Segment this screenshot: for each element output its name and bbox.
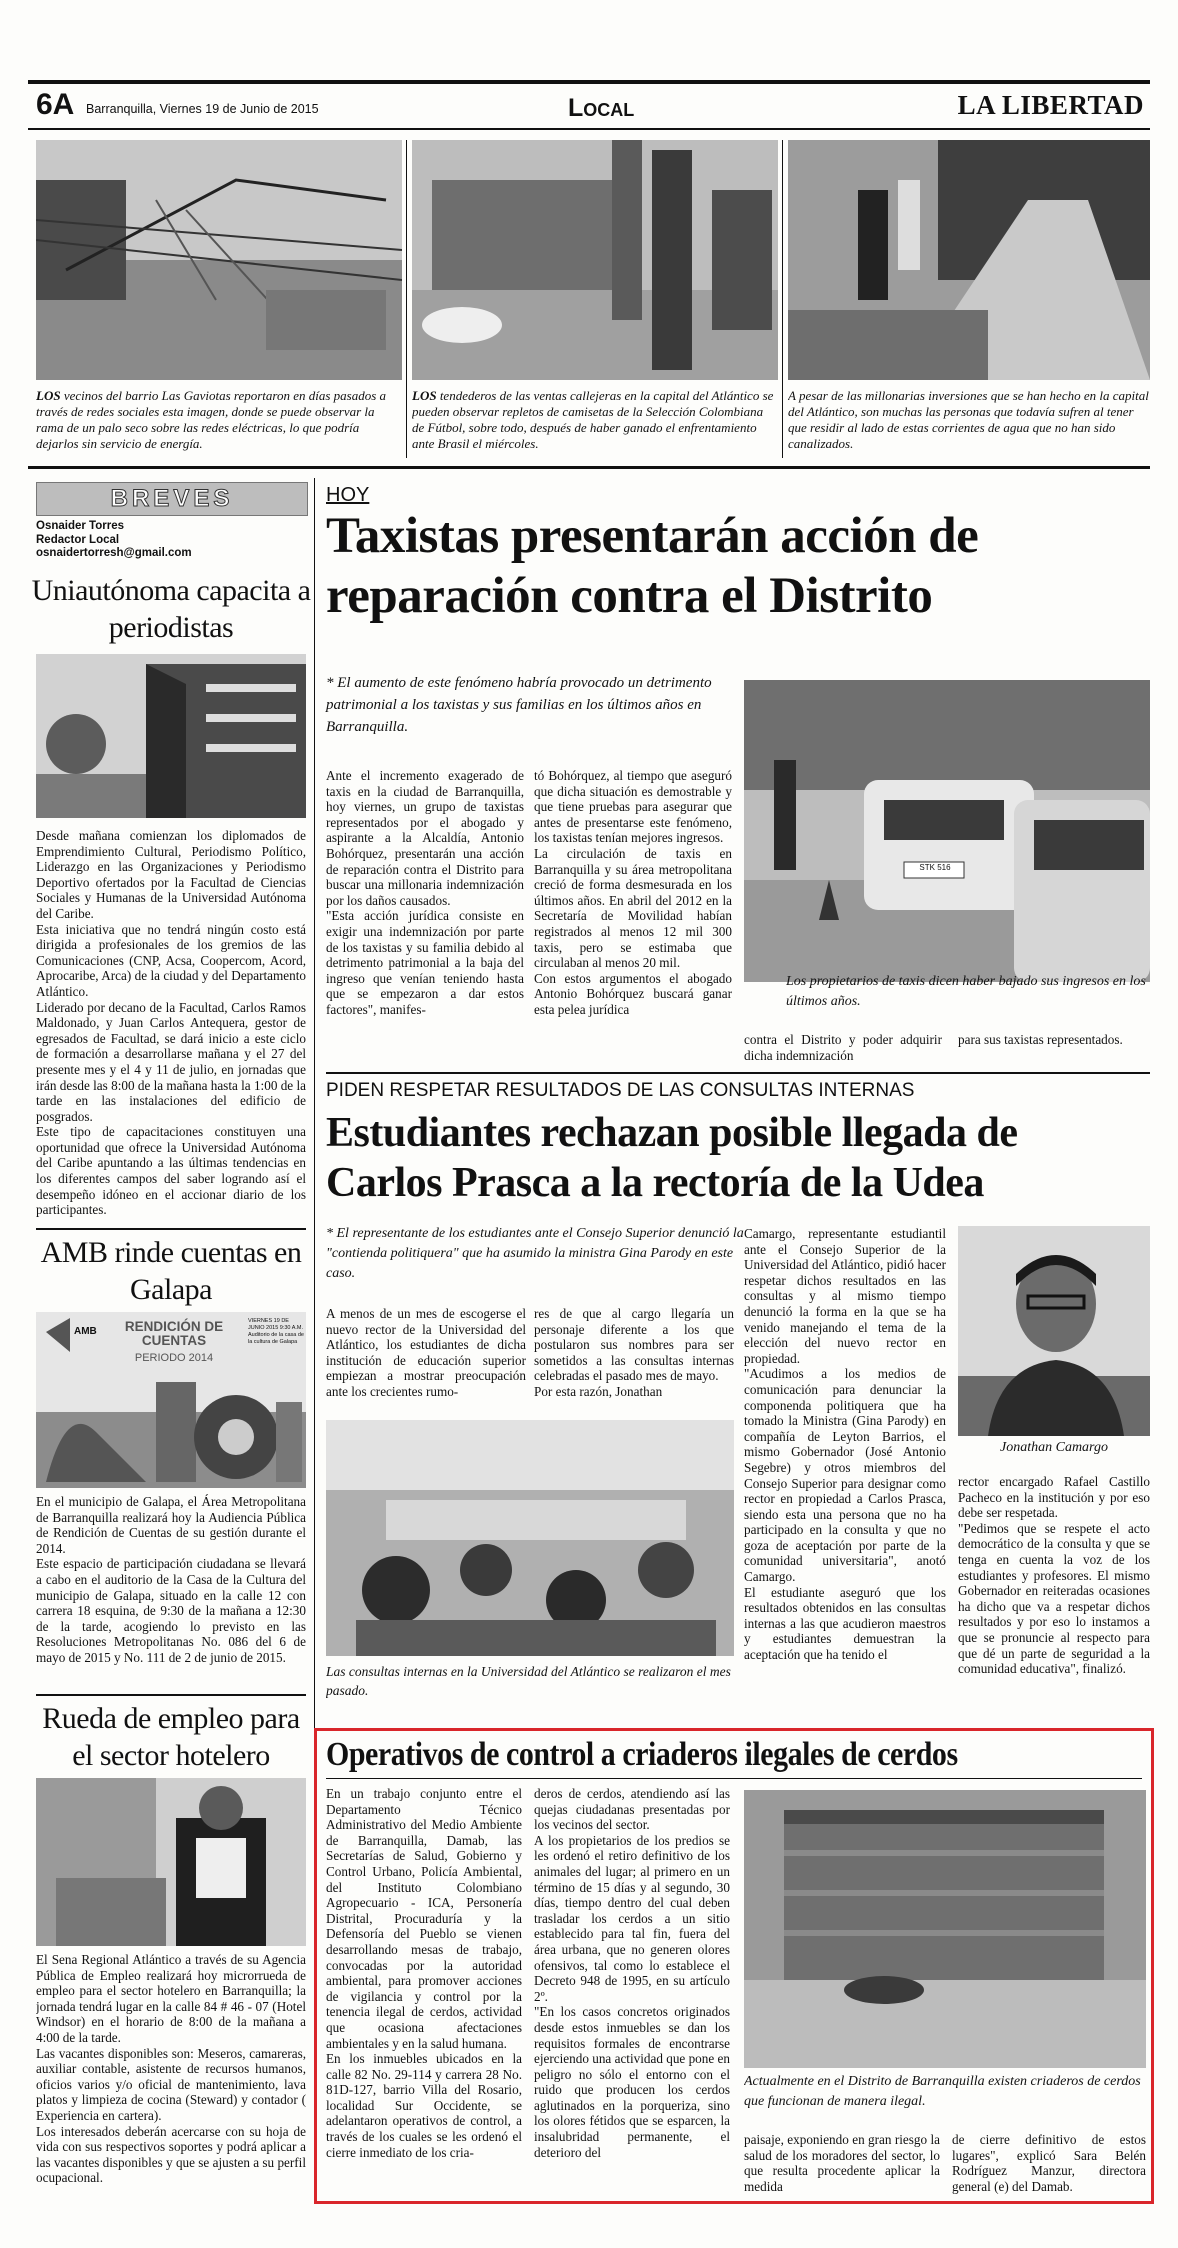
story1-col1: Ante el incremento exagerado de taxis en la ciudad de Barranquilla, hoy viernes, un grupo de taxistas representados por el abogado y aspirante a la Alcaldía, Antonio Bohórquez, presentarán una acción de reparación contra el Distrito para buscar una millonaria indemnización por los daños causados. "Esta acción jurídica consiste en exigir una indemnización por parte de los taxistas y su familia debido al detrimento patrimonial a la baja del ingreso que venían teniendo hasta que se empezaron a dar estos factores", manifes- bbox=[326, 768, 524, 1017]
paragraph: El Sena Regional Atlántico a través de su Agencia Pública de Empleo realizará hoy microrrueda de empleo para el sector hotelero en Barranquilla; la jornada tendrá lugar en la calle 84 # 46 - 07 (Hotel Windsor) en el horario de 8:00 de la mañana a 4:00 de la tarde. bbox=[36, 1952, 306, 2045]
photo-las-gaviotas bbox=[36, 140, 402, 380]
photo-jonathan-camargo bbox=[958, 1226, 1150, 1436]
section-rule bbox=[28, 466, 1150, 469]
brief-headline-rueda-empleo: Rueda de empleo para el sector hotelero bbox=[42, 1702, 300, 1772]
byline-name: Osnaider Torres bbox=[36, 520, 124, 532]
brief-body-rueda-empleo bbox=[36, 1952, 306, 2196]
headline-rule bbox=[326, 1778, 1142, 1779]
caption-las-gaviotas: LOS vecinos del barrio Las Gaviotas reportaron en días pasados a través de redes sociales esta imagen, donde se puede observar la rama de un palo seco sobre las redes eléctricas, lo que podría dejarlos sin servicio de energía. bbox=[36, 388, 387, 451]
story1-col4: para sus taxistas representados. bbox=[958, 1032, 1123, 1047]
story3-col2: deros de cerdos, atendiendo así las quejas ciudadanas presentadas por los vecinos del sector. A los propietarios de los predios se les ordenó el retiro definitivo de los animales del lugar; al primero en un término de 15 días y al segundo, 30 días, tiempo dentro del cual deben trasladar los cerdos a un sitio establecido para tal fin, fuera del área urbana, que no generen olores ofensivos, tal como lo establece el Decreto 948 de 1995, en su artículo 2º. "En los casos concretos originados desde estos inmuebles se dan los requisitos formales de encontrarse ejerciendo una actividad que pone en peligro no sólo el entorno con el ruido que producen los cerdos aglutinados en la porqueriza, sino los olores fétidos que se esparcen, la insalubridad permanente, el deterioro del bbox=[534, 1786, 730, 2160]
section-title: Local bbox=[568, 94, 635, 122]
brief-headline-amb: AMB rinde cuentas en Galapa bbox=[40, 1236, 302, 1306]
brief-body-amb bbox=[36, 1494, 306, 1690]
story1-photo-caption: Los propietarios de taxis dicen haber bajado sus ingresos en los últimos años. bbox=[786, 974, 1146, 1009]
photo-hotel-waiter bbox=[36, 1778, 306, 1946]
paragraph: Esta iniciativa que no tendrá ningún costo está dirigida a profesionales de los gremios de las Comunicaciones (CNP, Acsa, Coopercom, Acord, Aprocaribe, Arca) de la ciudad y del Departamento Atlántico. bbox=[36, 921, 306, 999]
portrait-caption: Jonathan Camargo bbox=[1000, 1440, 1108, 1455]
caption-water-channel: A pesar de las millonarias inversiones que se han hecho en la capital del Atlántico, son muchas las personas que todavía sufren al tener que residir al lado de estas corrientes de agua que no han sido canalizados. bbox=[788, 388, 1149, 451]
page-number: 6A bbox=[36, 88, 75, 121]
story3-col1: En un trabajo conjunto entre el Departamento Técnico Administrativo del Medio Ambiente de Barranquilla, Damab, las Secretarías de Salud, Gobierno y Control Urbano, Policía Ambiental, del Instituto Colombiano Agropecuario - ICA, Personería Distrital, Procuraduría y la Defensoría del Pueblo se vienen desarrollando mesas de trabajo, convocadas por la autoridad ambiental, para promover acciones de vigilancia y control por la tenencia ilegal de cerdos, actividad que ocasiona afectaciones ambientales y en la salud humana. En los inmuebles ubicados en la calle 82 No. 29-114 y carrera 28 No. 81D-127, barrio Villa del Rosario, localidad Sur Occidente, se adelantaron operativos de control, a través de los cuales se les ordenó el cierre inmediato de los cria- bbox=[326, 1786, 522, 2160]
dateline: Barranquilla, Viernes 19 de Junio de 2015 bbox=[86, 102, 319, 116]
breves-label: BREVES bbox=[110, 485, 234, 512]
story3-photo-caption: Actualmente en el Distrito de Barranquilla existen criaderos de cerdos que funcionan de manera ilegal. bbox=[744, 2074, 1141, 2109]
headline-line: Taxistas presentarán acción de bbox=[326, 508, 979, 564]
top-rule bbox=[28, 80, 1150, 84]
paper-name: LA LIBERTAD bbox=[957, 90, 1144, 120]
photo-taxis bbox=[744, 680, 1150, 982]
paragraph: Este tipo de capacitaciones constituyen una oportunidad que ofrece la Universidad Autónoma del Caribe apuntando a las últimas tendencias en los diferentes campos del saber logrando así el desempeño idóneo en el accionar diario de los participantes. bbox=[36, 1124, 306, 1218]
story2-col1: A menos de un mes de escogerse el nuevo rector de la Universidad del Atlántico, los estudiantes de dicha institución de educación superior empiezan a mostrar preocupación ante los crecientes rumo- bbox=[326, 1306, 526, 1399]
story3-col3: paisaje, exponiendo en gran riesgo la salud de los moradores del sector, lo que resulta procedente aplicar la medida bbox=[744, 2132, 940, 2194]
paragraph: En el municipio de Galapa, el Área Metropolitana de Barranquilla realizará hoy la Audiencia Pública de Rendición de Cuentas de su gestión durante el 2014. bbox=[36, 1494, 306, 1556]
headline-line: Carlos Prasca a la rectoría de la Udea bbox=[326, 1160, 984, 1206]
masthead-rule bbox=[28, 128, 1150, 130]
sign-period: PERIODO 2014 bbox=[134, 1352, 214, 1364]
brief-headline-uniautonoma: Uniautónoma capacita a periodistas bbox=[31, 574, 311, 644]
paragraph: Las vacantes disponibles son: Meseros, camareras, auxiliar contable, asistente de recursos humanos, oficios varios y/o oficial de mantenimiento, lava platos y limpieza de cocina (Steward) y contador ( Experiencia en cartera). bbox=[36, 2045, 306, 2123]
byline-role: Redactor Local bbox=[36, 533, 120, 546]
caption-street-vendors: LOS tendederos de las ventas callejeras en la capital del Atlántico se pueden observar repletos de camisetas de la Selección Colombiana de Fútbol, sobre todo, después de haber ganado el enfrentamiento ante Brasil el miércoles. bbox=[412, 388, 774, 451]
story1-headline bbox=[326, 506, 1156, 626]
photo-divider bbox=[406, 140, 407, 458]
paragraph: Liderado por decano de la Facultad, Carlos Ramos Maldonado, y Juan Carlos Antequera, gestor de egresados de Facultad, se dará inicio a este ciclo de formación a desarrollarse mañana y el 27 del presente mes y el 4 y 11 de julio, en jornadas que irán desde las 8:00 de la mañana hasta la 1:00 de la tarde en las instalaciones del edificio de posgrados. bbox=[36, 999, 306, 1124]
sign-note: VIERNES 19 DE JUNIO 2015 9:30 A.M. Auditorio de la casa de la cultura de Galapa bbox=[248, 1318, 304, 1345]
brief-divider bbox=[36, 1694, 306, 1696]
story2-lede: * El representante de los estudiantes ante el Consejo Superior denunció la "contienda politiquera" que ha asumido la ministra Gina Parody en este caso. bbox=[326, 1226, 744, 1281]
story3-col4: de cierre definitivo de estos lugares", explicó Sara Belén Rodríguez Manzur, directora general (e) del Damab. bbox=[952, 2132, 1146, 2194]
story2-headline bbox=[326, 1108, 1156, 1208]
sign-title: RENDICIÓN DE CUENTAS bbox=[124, 1319, 224, 1348]
taxi-plate: STK 516 bbox=[919, 863, 951, 872]
breves-bar bbox=[36, 482, 308, 516]
byline-email: osnaidertorresh@gmail.com bbox=[36, 547, 192, 559]
photo-water-channel bbox=[788, 140, 1150, 380]
story1-col2: tó Bohórquez, al tiempo que aseguró que dicha situación es demostrable y que tiene pruebas para asegurar que antes de presentarse este fenómeno, los taxistas tenían mejores ingresos. La circulación de taxis en Barranquilla y su área metropolitana creció de forma desmesurada en los últimos años. En abril del 2012 en la Secretaría de Movilidad habían registrados al menos 12 mil 300 taxis, pero se estimaba que circulaban al menos 20 mil. Con estos argumentos el abogado Antonio Bohórquez buscará ganar esta pelea jurídica bbox=[534, 768, 732, 1017]
paragraph: Este espacio de participación ciudadana se llevará a cabo en el auditorio de la Casa de la Cultura del municipio de Galapa, situado en la calle 12 con carrera 18 esquina, de 9:30 de la mañana a 12:30 de la tarde, acogiendo lo previsto en las Resoluciones Metropolitanas No. 086 del 6 de mayo de 2015 y No. 111 de 2 de junio de 2015. bbox=[36, 1556, 306, 1665]
photo-student-consultations bbox=[326, 1420, 734, 1656]
story1-lede: * El aumento de este fenómeno habría provocado un detrimento patrimonial a los taxistas y sus familias en los últimos años en Barranquilla. bbox=[326, 675, 712, 735]
headline-line: reparación contra el Distrito bbox=[326, 568, 933, 624]
story-divider bbox=[326, 1072, 1150, 1074]
photo-street-vendors bbox=[412, 140, 778, 380]
story2-col4: rector encargado Rafael Castillo Pacheco en la institución y por eso debe ser respetada. "Pedimos que se respete el acto democrático de la consulta y que se tenga en cuenta la voz de los estudiantes y profesores. El mismo Gobernador en reiteradas ocasiones ha dicho que va a respetar dichos resultados y por eso lo instamos a que se pronuncie al respecto para que dé un parte de seguridad a la comunidad educativa", finalizó. bbox=[958, 1474, 1150, 1677]
story1-col3: contra el Distrito y poder adquirir dicha indemnización bbox=[744, 1032, 942, 1063]
story3-headline: Operativos de control a criaderos ilegales de cerdos bbox=[326, 1736, 958, 1773]
brief-divider bbox=[36, 1228, 306, 1230]
paragraph: Desde mañana comienzan los diplomados de Emprendimiento Cultural, Periodismo Político, Liderazgo en las Organizaciones y Periodismo Deportivo ofertados por la Facultad de Ciencias Sociales y Humanas de la Universidad Autónoma del Caribe. bbox=[36, 828, 306, 921]
sign-logo: AMB bbox=[74, 1326, 97, 1337]
photo-divider bbox=[782, 140, 783, 458]
story2-col2: res de que al cargo llegaría un personaje diferente a los que postularon sus nombres para ser sometidos a las consultas internas celebradas el pasado mes de mayo. Por esta razón, Jonathan bbox=[534, 1306, 734, 1399]
photo-uniautonoma-building bbox=[36, 654, 306, 818]
story2-kicker: PIDEN RESPETAR RESULTADOS DE LAS CONSULTAS INTERNAS bbox=[326, 1080, 915, 1101]
story2-photo-caption: Las consultas internas en la Universidad del Atlántico se realizaron el mes pasado. bbox=[326, 1664, 731, 1698]
photo-amb-sign bbox=[36, 1312, 306, 1488]
paragraph: Los interesados deberán acercarse con su hoja de vida con sus respectivos soportes y podrá aplicar a las vacantes disponibles y que se ajusten a su perfil ocupacional. bbox=[36, 2123, 306, 2186]
brief-body-uniautonoma bbox=[36, 828, 306, 1224]
photo-pig-farm bbox=[744, 1790, 1146, 2068]
story2-col3: Camargo, representante estudiantil ante el Consejo Superior de la Universidad del Atlántico, pidió hacer respetar dichos resultados en las consultas y al mismo tiempo denunció la forma en la que se ha venido manejando el tema de la elección del nuevo rector en propiedad. "Acudimos a los medios de comunicación para denunciar la componenda politiquera que ha tomado la Ministra (Gina Parody) en compañía de Leyton Barrios, el mismo Gobernador (José Antonio Segebre) y otros miembros del Consejo Superior para designar como rector en propiedad a Carlos Prasca, siendo esta una persona que no ha participado en la consulta y que no goza de aceptación por parte de la comunidad universitaria", anotó Camargo. El estudiante aseguró que los resultados obtenidos en las consultas internas a las que acudieron maestros y estudiantes demuestran la aceptación que ha tenido el bbox=[744, 1226, 946, 1663]
headline-line: Estudiantes rechazan posible llegada de bbox=[326, 1110, 1018, 1156]
breves-byline bbox=[36, 520, 192, 561]
story1-kicker: HOY bbox=[326, 484, 370, 506]
